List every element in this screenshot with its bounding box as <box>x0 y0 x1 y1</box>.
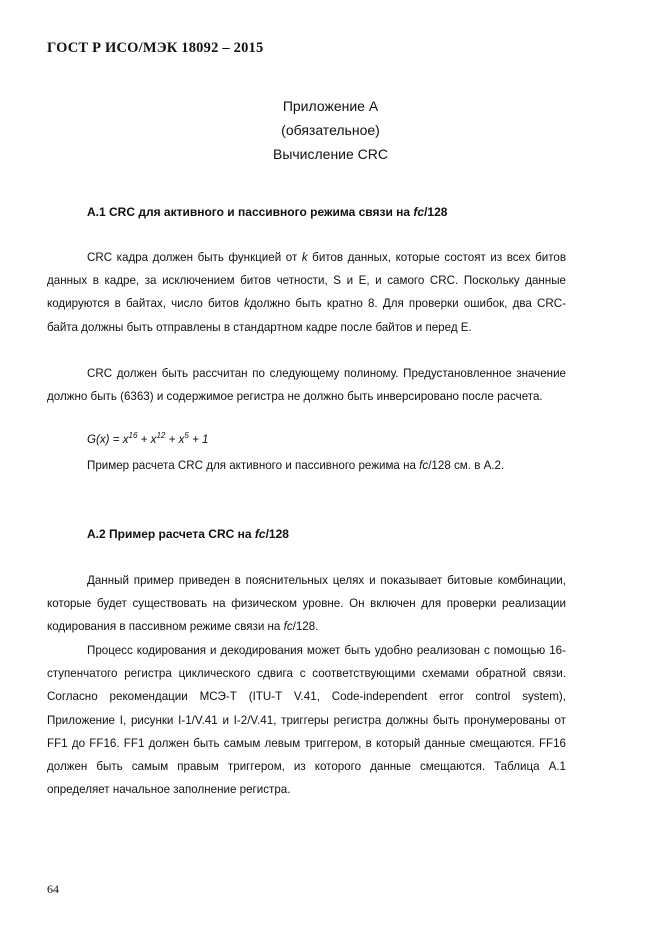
formula-part: G(x) = x <box>87 433 129 446</box>
section-a2-heading-suffix: /128 <box>265 527 289 541</box>
formula-part: + x <box>137 433 157 446</box>
page-number: 64 <box>47 882 59 896</box>
formula-exponent: 12 <box>156 431 166 441</box>
appendix-title: Вычисление CRC <box>272 146 389 162</box>
variable-fc: fc <box>283 620 293 634</box>
section-a2-paragraph-1 <box>47 569 566 639</box>
section-a1-heading-suffix: /128 <box>424 205 448 219</box>
paragraph-text: CRC кадра должен быть функцией от <box>87 251 302 264</box>
paragraph-text: /128. <box>292 620 319 634</box>
section-a2-paragraph-2: Процесс кодирования и декодирования может быть удобно реализован с помощью 16-ступенчатого регистра циклического сдвига с соответствующими схемами обратной связи. Согласно рекомендации МСЭ-Т (ITU-T V.41, Code-independent error control system), Приложение I, рисунки I-1/V.41 и I-2/V.41, триггеры регистра должны быть пронумерованы от FF1 до FF16. FF1 должен быть самым левым триггером, в который данные смещаются. FF16 должен быть самым правым триггером, из которого данные смещаются. Таблица А.1 определяет начальное заполнение регистра. <box>47 644 566 797</box>
formula-part: + x <box>165 433 185 446</box>
formula-part: + 1 <box>188 433 209 446</box>
section-a2-heading-text: А.2 Пример расчета CRC на <box>87 527 255 541</box>
section-a1-heading-text: А.1 CRC для активного и пассивного режима связи на <box>87 205 414 219</box>
appendix-title-block <box>0 94 661 166</box>
appendix-status: (обязательное) <box>281 122 380 138</box>
variable-k: k <box>301 251 308 264</box>
section-a1-heading-fc: fc <box>413 205 425 219</box>
paragraph-text: /128 см. в А.2. <box>428 459 505 472</box>
paragraph-text: Данный пример приведен в пояснительных целях и показывает битовые комбинации, которые будет существовать на физическом уровне. Он включен для проверки реализации кодирования в пассивном режиме связи на <box>47 574 566 634</box>
formula-exponent: 16 <box>128 431 138 441</box>
crc-polynomial-formula <box>87 433 209 446</box>
section-a1-heading <box>87 205 447 219</box>
variable-k: k <box>244 297 250 311</box>
appendix-label: Приложение А <box>282 98 379 114</box>
paragraph-text: битов данных, которые состоят из всех битов данных в кадре, за исключением битов четности, S и E, и самого CRC. Поскольку данные кодируются в байтах, число битов <box>47 251 566 311</box>
section-a1-paragraph-2: CRC должен быть рассчитан по следующему полиному. Предустановленное значение должно быть (6363) и содержимое регистра не должно быть инверсировано после расчета. <box>47 367 566 404</box>
paragraph-text: должно быть кратно 8. Для проверки ошибок, два CRC-байта должны быть отправлены в стандартном кадре после байтов и перед Е. <box>47 297 566 334</box>
section-a1-paragraph-3 <box>47 454 566 477</box>
section-a2-heading-fc: fc <box>254 527 266 541</box>
formula-exponent: 5 <box>184 431 189 441</box>
section-a2-heading <box>87 527 289 541</box>
variable-fc: fc <box>419 459 429 472</box>
section-a1-paragraph-1 <box>47 246 566 339</box>
paragraph-text: Пример расчета CRC для активного и пассивного режима на <box>87 459 420 472</box>
standard-header: ГОСТ Р ИСО/МЭК 18092 – 2015 <box>47 40 264 56</box>
